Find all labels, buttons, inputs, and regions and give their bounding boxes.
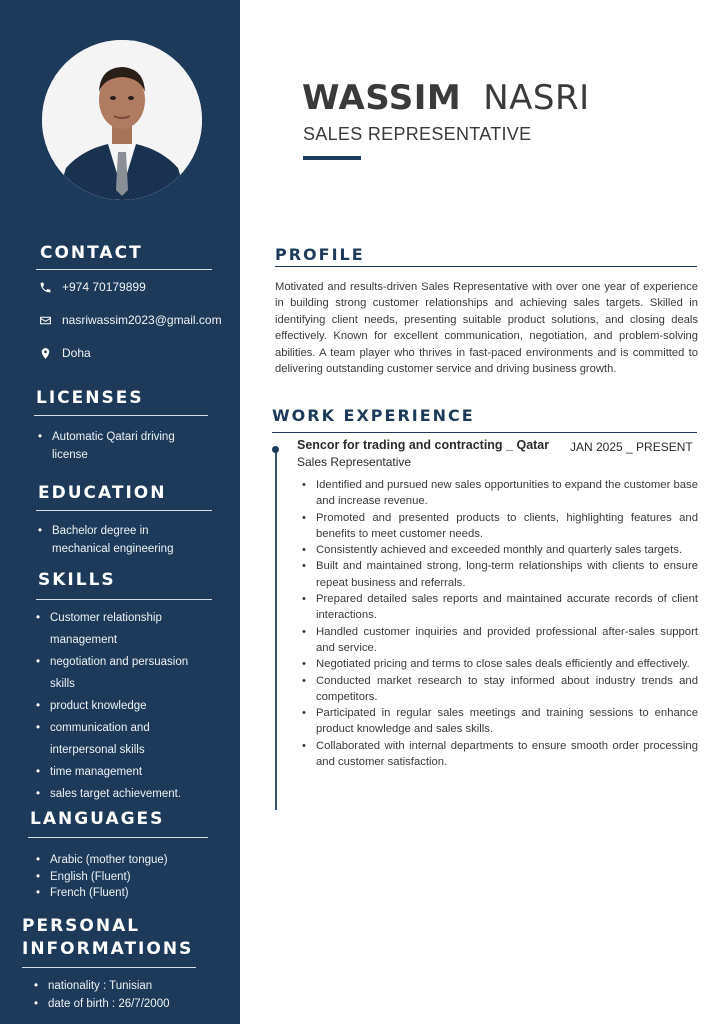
education-heading: EDUCATION [38,483,167,503]
profile-photo-illustration [42,40,202,200]
list-item: • Built and maintained strong, long-term relationships with clients to ensure repeat business and referrals. [300,558,698,591]
list-item: • Consistently achieved and exceeded monthly and quarterly sales targets. [300,542,698,558]
job-duties-list [300,477,698,770]
location-text: Doha [62,346,91,360]
experience-heading: WORK EXPERIENCE [272,406,475,425]
contact-divider [36,269,212,270]
first-name: WASSIM [302,78,462,118]
timeline-dot [272,446,279,453]
personal-heading [22,915,193,961]
location-row [38,346,91,360]
licenses-list [38,428,198,464]
personal-divider [22,967,196,968]
job-dates: JAN 2025 _ PRESENT [570,440,693,454]
list-item: • Negotiated pricing and terms to close sales deals efficiently and effectively. [300,656,698,672]
skills-heading: SKILLS [38,570,116,590]
phone-row [38,280,146,294]
list-item: • sales target achievement. [36,783,206,805]
list-item: • Arabic (mother tongue) [36,852,206,869]
list-item: • nationality : Tunisian [34,977,224,995]
profile-photo [42,40,202,200]
sidebar [0,0,240,1024]
list-item: • Collaborated with internal departments to ensure smooth order processing and customer satisfaction. [300,738,698,771]
education-divider [36,510,212,511]
list-item: • date of birth : 26/7/2000 [34,995,224,1013]
job-title: SALES REPRESENTATIVE [303,124,532,144]
experience-divider [272,432,697,433]
personal-list [34,977,224,1013]
full-name [302,78,590,118]
licenses-heading: LICENSES [36,388,144,408]
licenses-divider [34,415,208,416]
list-item: • Bachelor degree in mechanical engineering [38,522,198,558]
languages-list [36,852,206,902]
list-item: • Customer relationship management [36,607,206,651]
list-item: • Promoted and presented products to clients, highlighting features and benefits to meet customer needs. [300,510,698,543]
list-item: • French (Fluent) [36,885,206,902]
languages-heading: LANGUAGES [30,809,165,829]
personal-heading-line2: INFORMATIONS [22,939,194,959]
skills-list [36,607,206,805]
contact-heading: CONTACT [40,243,143,263]
last-name: NASRI [483,78,590,118]
personal-heading-line1: PERSONAL [22,916,141,936]
list-item: • Handled customer inquiries and provided professional after-sales support and service. [300,624,698,657]
list-item: • Conducted market research to stay informed about industry trends and competitors. [300,673,698,706]
profile-summary: Motivated and results-driven Sales Representative with over one year of experience in building strong customer relationships and achieving sales targets. Skilled in identifying client needs, presenting suitable product solutions, and closing deals effectively. Known for excellent communication, negotiation, and problem-solving abilities. A team player who thrives in fast-paced environments and is committed to delivering outstanding customer service and driving business growth. [275,281,698,376]
job-role: Sales Representative [297,455,412,469]
profile-divider [275,266,697,267]
email-row [38,313,222,327]
job-company: Sencor for trading and contracting _ Qatar [297,438,550,452]
mail-icon [38,313,52,327]
list-item: • Prepared detailed sales reports and maintained accurate records of client interactions. [300,591,698,624]
education-list [38,522,198,558]
languages-divider [28,837,208,838]
location-pin-icon [38,346,52,360]
timeline-line [275,448,277,810]
list-item: • Automatic Qatari driving license [38,428,198,464]
list-item: • time management [36,761,206,783]
list-item: • product knowledge [36,695,206,717]
list-item: • negotiation and persuasion skills [36,651,206,695]
list-item: • English (Fluent) [36,869,206,886]
phone-number[interactable]: +974 70179899 [62,280,146,294]
skills-divider [36,599,212,600]
list-item: • Participated in regular sales meetings and training sessions to enhance product knowledge and sales skills. [300,705,698,738]
phone-icon [38,280,52,294]
list-item: • Identified and pursued new sales opportunities to expand the customer base and increase revenue. [300,477,698,510]
title-accent-bar [303,156,361,160]
email-address[interactable]: nasriwassim2023@gmail.com [62,313,222,327]
list-item: • communication and interpersonal skills [36,717,206,761]
profile-heading: PROFILE [275,245,365,264]
